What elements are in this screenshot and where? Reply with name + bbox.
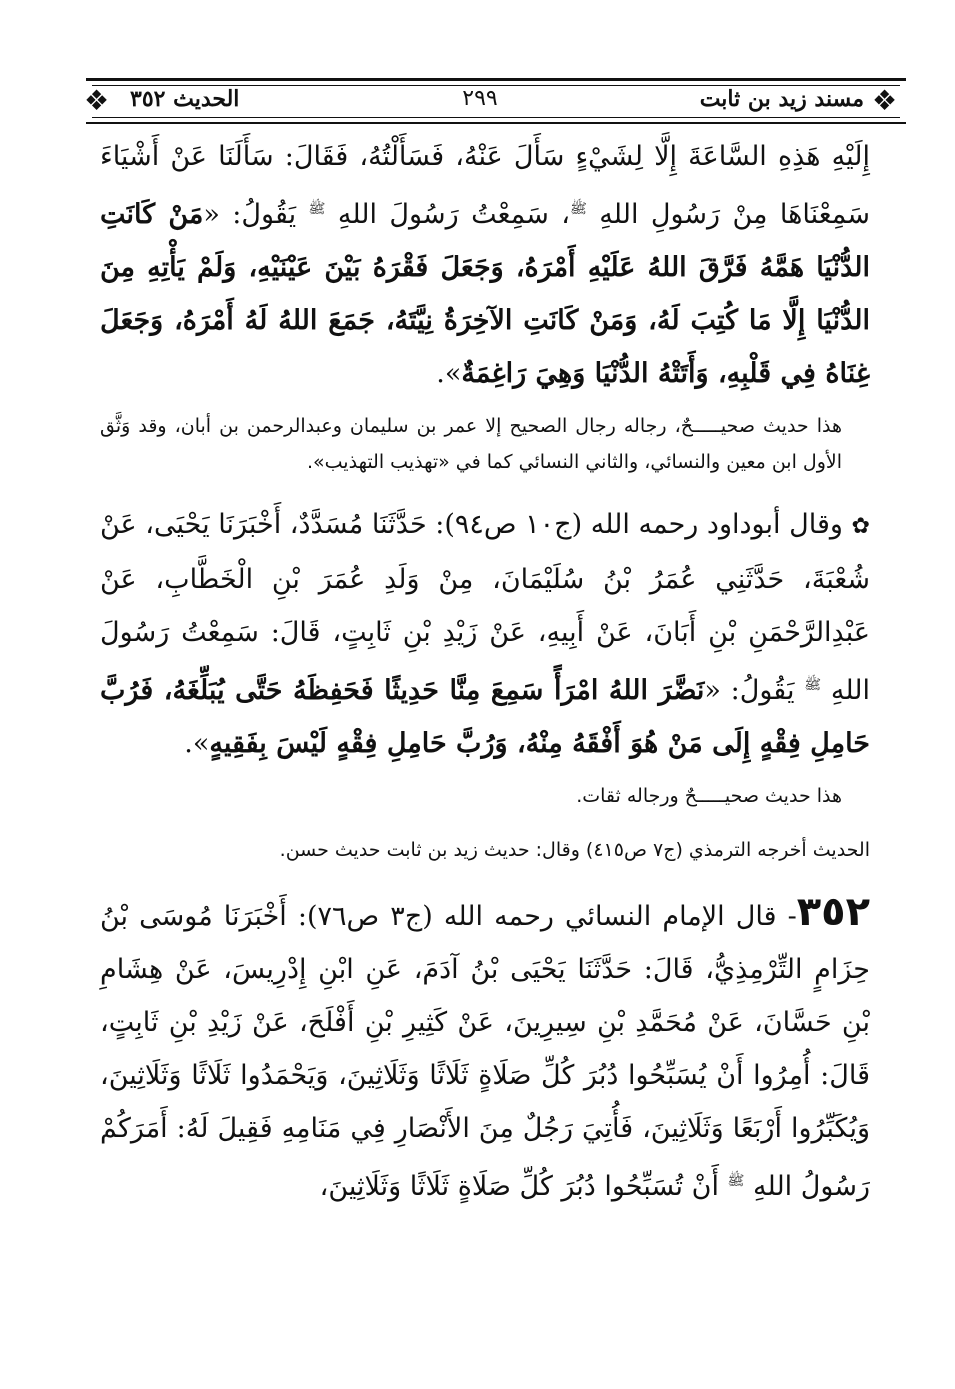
text-segment: أَنْ تُسَبِّحُوا دُبُرَ كُلِّ صَلَاةٍ ثَلَاثًا وَثَلَاثِينَ، [319,1171,728,1202]
hadith-paragraph-3 [100,886,870,1213]
header-hadith-number: الحديث ٣٥٢ [130,86,240,112]
text-segment: يَقُولُ: « [203,199,309,230]
header-book-title: مسند زيد بن ثابت [699,86,864,112]
flower-bullet-icon: ✿ [851,514,870,539]
ornament-left-icon: ❖ [84,84,110,117]
text-segment: ». [436,358,462,389]
salutation-icon: ﷺ [569,201,587,217]
commentary-paragraph-1: هذا حديث صحيـــــحٌ، رجاله رجال الصحيح إلا عمر بن سليمان وعبدالرحمن بن أبان، وقد وَثَّق الأول ابن معين والنسائي، والثاني النسائي كما في «تهذيب التهذيب». [100,415,842,473]
hadith-number: ٣٥٢ [796,889,870,935]
commentary-paragraph-2: هذا حديث صحيـــــحٌ ورجاله ثقات. [576,785,842,807]
salutation-icon: ﷺ [727,1173,745,1189]
ornament-right-icon: ❖ [872,84,898,117]
hadith-matn: مَنْ كَانَتِ الدُّنْيَا هَمَّهُ فَرَّقَ اللهُ عَلَيْهِ أَمْرَهُ، وَجَعَلَ فَقْرَهُ بَيْنَ عَيْنَيْهِ، وَلَمْ يَأْتِهِ مِنَ الدُّنْيَا إِلَّا مَا كُتِبَ لَهُ، وَمَنْ كَانَتِ الآخِرَةُ نِيَّتَهُ، جَمَعَ اللهُ لَهُ أَمْرَهُ، وَجَعَلَ غِنَاهُ فِي قَلْبِهِ، وَأَتَتْهُ الدُّنْيَا وَهِيَ رَاغِمَةٌ [100,199,870,389]
text-segment: ». [184,728,210,759]
hadith-paragraph-2 [100,498,870,770]
salutation-icon: ﷺ [804,677,822,693]
page-number: ٢٩٩ [462,86,498,111]
text-segment: يَقُولُ: « [704,675,805,706]
text-segment: - قال الإمام النسائي رحمه الله (ج٣ ص٧٦): أَخْبَرَنَا مُوسَى بْنُ حِزَامٍ التِّرْمِذِيُّ، قَالَ: حَدَّثَنَا يَحْيَى بْنُ آدَمَ، عَنِ ابْنِ إِدْرِيسَ، عَنْ هِشَامِ بْنِ حَسَّانَ، عَنْ مُحَمَّدِ بْنِ سِيرِينَ، عَنْ كَثِيرِ بْنِ أَفْلَحَ، عَنْ زَيْدِ بْنِ ثَابِتٍ، قَالَ: أُمِرُوا أَنْ يُسَبِّحُوا دُبُرَ كُلِّ صَلَاةٍ ثَلَاثًا وَثَلَاثِينَ، وَيَحْمَدُوا ثَلَاثًا وَثَلَاثِينَ، وَيُكَبِّرُوا أَرْبَعًا وَثَلَاثِينَ، فَأُتِيَ رَجُلٌ مِنَ الأَنْصَارِ فِي مَنَامِهِ فَقِيلَ لَهُ: أَمَرَكُمْ رَسُولُ اللهِ [100,901,870,1202]
text-segment: إِلَيْهِ هَذِهِ السَّاعَةَ إِلَّا لِشَيْءٍ سَأَلَ عَنْهُ، فَسَأَلْتُهُ، فَقَالَ: سَأَلَنَا عَنْ أَشْيَاءَ سَمِعْنَاهَا مِنْ رَسُولِ اللهِ [100,141,871,230]
text-segment: ، سَمِعْتُ رَسُولَ اللهِ [325,199,570,230]
text-segment: وقال أبوداود رحمه الله (ج١٠ ص٩٤): حَدَّثَنَا مُسَدَّدٌ، أَخْبَرَنَا يَحْيَى، عَنْ شُعْبَةَ، حَدَّثَنِي عُمَرُ بْنُ سُلَيْمَانَ، مِنْ وَلَدِ عُمَرَ بْنِ الْخَطَّابِ، عَنْ عَبْدِالرَّحْمَنِ بْنِ أَبَانَ، عَنْ أَبِيهِ، عَنْ زَيْدِ بْنِ ثَابِتٍ، قَالَ: سَمِعْتُ رَسُولَ اللهِ [100,509,870,706]
commentary-paragraph-3: الحديث أخرجه الترمذي (ج٧ ص٤١٥) وقال: حديث زيد بن ثابت حديث حسن. [279,839,870,861]
hadith-matn: نَضَّرَ اللهُ امْرَأً سَمِعَ مِنَّا حَدِيثًا فَحَفِظَهُ حَتَّى يُبَلِّغَهُ، فَرُبَّ حَامِلِ فِقْهٍ إِلَى مَنْ هُوَ أَفْقَهُ مِنْهُ، وَرُبَّ حَامِلِ فِقْهٍ لَيْسَ بِفَقِيهٍ [100,675,870,759]
hadith-paragraph-1 [100,130,870,400]
salutation-icon: ﷺ [308,201,326,217]
page-body [100,130,870,1221]
